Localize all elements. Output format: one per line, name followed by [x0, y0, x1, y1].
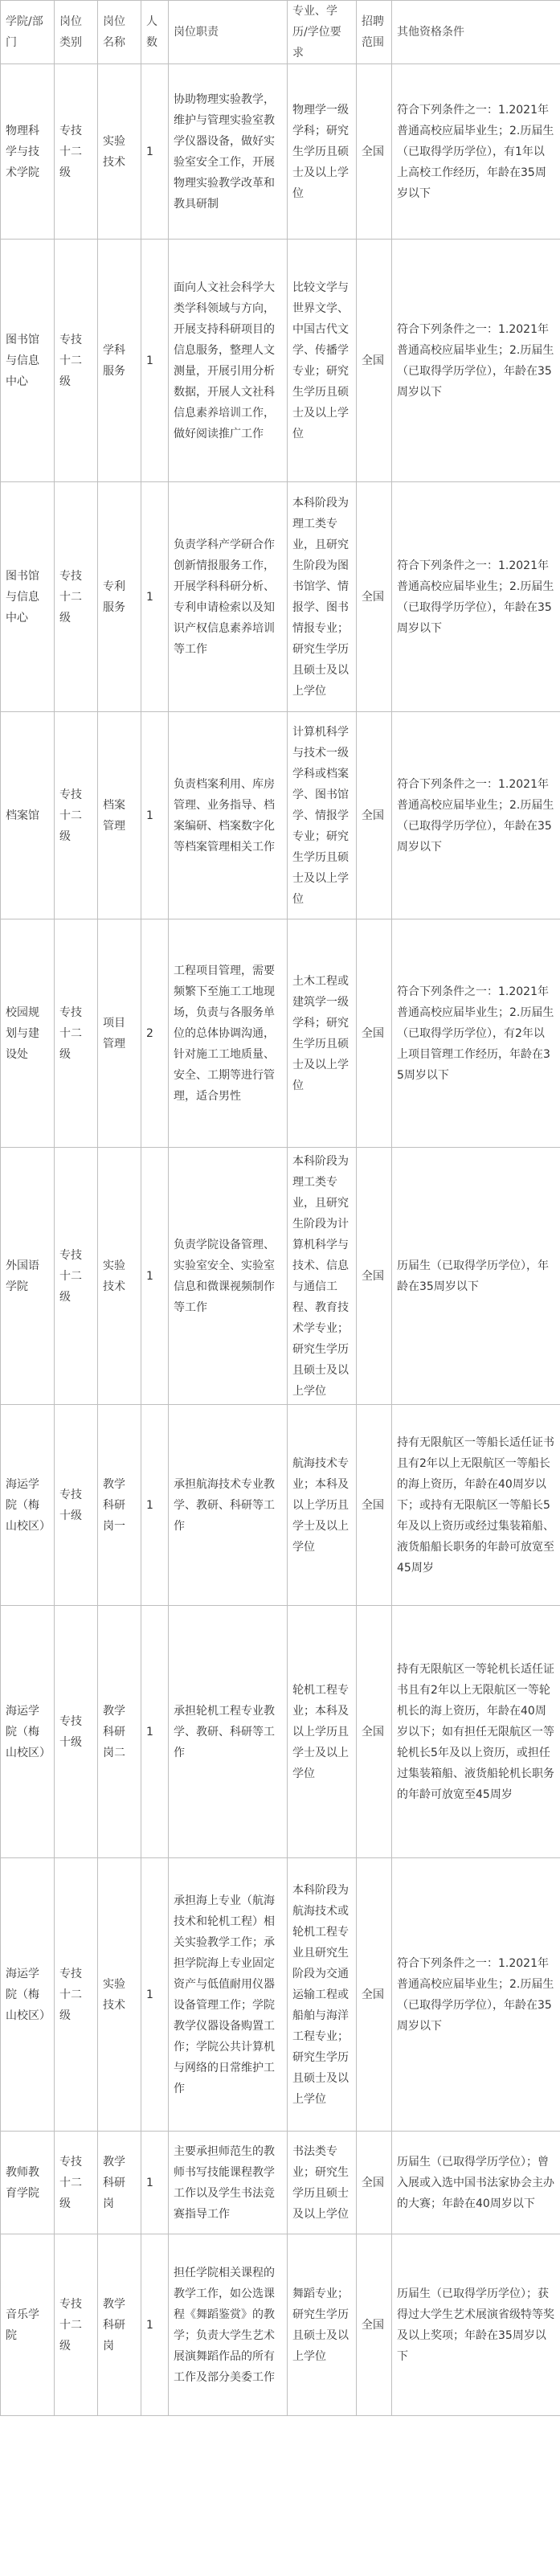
table-row: [1, 712, 560, 919]
cell-dept: 外国语学院: [1, 1148, 55, 1405]
cell-position: 专利服务: [98, 482, 141, 712]
cell-category: 专技十二级: [55, 64, 98, 240]
cell-count: 1: [141, 2132, 169, 2234]
table-row: [1, 482, 560, 712]
cell-position: 实验技术: [98, 1858, 141, 2132]
header-dept: 学院/部门: [1, 1, 55, 64]
cell-position: 教学科研岗一: [98, 1405, 141, 1606]
cell-other: 历届生（已取得学历学位）；曾入展或入选中国书法家协会主办的大赛；年龄在40周岁以下: [392, 2132, 560, 2234]
cell-duties: 协助物理实验教学，维护与管理实验室教学仪器设备，做好实验室安全工作，开展物理实验教学改革和教具研制: [169, 64, 288, 240]
table-row: [1, 64, 560, 240]
cell-other: 符合下列条件之一：1.2021年普通高校应届毕业生；2.历届生（已取得学历学位），有2年以上项目管理工作经历，年龄在35周岁以下: [392, 919, 560, 1148]
cell-other: 持有无限航区一等轮机长适任证书且有2年以上无限航区一等轮机长的海上资历，年龄在40周岁以下；如有担任无限航区一等轮机长5年及以上资历，或担任过集装箱船、液货船轮机长职务的年龄可放宽至45周岁: [392, 1606, 560, 1858]
cell-scope: 全国: [357, 2234, 392, 2416]
cell-other: 符合下列条件之一：1.2021年普通高校应届毕业生；2.历届生（已取得学历学位），年龄在35周岁以下: [392, 240, 560, 482]
cell-other: 符合下列条件之一：1.2021年普通高校应届毕业生；2.历届生（已取得学历学位），有1年以上高校工作经历，年龄在35周岁以下: [392, 64, 560, 240]
cell-count: 1: [141, 1148, 169, 1405]
cell-count: 2: [141, 919, 169, 1148]
table-row: [1, 1405, 560, 1606]
table-row: [1, 919, 560, 1148]
cell-count: 1: [141, 2234, 169, 2416]
cell-dept: 海运学院（梅山校区）: [1, 1606, 55, 1858]
cell-scope: 全国: [357, 1405, 392, 1606]
table-row: [1, 240, 560, 482]
cell-position: 实验技术: [98, 1148, 141, 1405]
cell-duties: 承担轮机工程专业教学、教研、科研等工作: [169, 1606, 288, 1858]
header-count: 人数: [141, 1, 169, 64]
cell-major: 舞蹈专业；研究生学历且硕士及以上学位: [288, 2234, 357, 2416]
cell-other: 历届生（已取得学历学位），年龄在35周岁以下: [392, 1148, 560, 1405]
cell-duties: 负责学院设备管理、实验室安全、实验室信息和微课视频制作等工作: [169, 1148, 288, 1405]
cell-major: 本科阶段为理工类专业，且研究生阶段为图书馆学、情报学、图书情报专业；研究生学历且硕士及以上学位: [288, 482, 357, 712]
header-duties: 岗位职责: [169, 1, 288, 64]
cell-category: 专技十二级: [55, 1858, 98, 2132]
header-position: 岗位名称: [98, 1, 141, 64]
table-row: [1, 1148, 560, 1405]
cell-scope: 全国: [357, 1606, 392, 1858]
cell-dept: 物理科学与技术学院: [1, 64, 55, 240]
cell-scope: 全国: [357, 64, 392, 240]
table-row: [1, 2132, 560, 2234]
cell-major: 本科阶段为航海技术或轮机工程专业且研究生阶段为交通运输工程或船舶与海洋工程专业；研究生学历且硕士及以上学位: [288, 1858, 357, 2132]
cell-major: 土木工程或建筑学一级学科；研究生学历且硕士及以上学位: [288, 919, 357, 1148]
cell-position: 实验技术: [98, 64, 141, 240]
cell-position: 教学科研岗二: [98, 1606, 141, 1858]
header-major: 专业、学历/学位要求: [288, 1, 357, 64]
header-category: 岗位类别: [55, 1, 98, 64]
cell-dept: 校园规划与建设处: [1, 919, 55, 1148]
cell-count: 1: [141, 1606, 169, 1858]
header-scope: 招聘范围: [357, 1, 392, 64]
cell-scope: 全国: [357, 2132, 392, 2234]
cell-category: 专技十二级: [55, 1148, 98, 1405]
cell-category: 专技十二级: [55, 2132, 98, 2234]
cell-count: 1: [141, 1858, 169, 2132]
cell-duties: 工程项目管理，需要频繁下至施工工地现场，负责与各服务单位的总体协调沟通，针对施工工地质量、安全、工期等进行管理，适合男性: [169, 919, 288, 1148]
cell-duties: 面向人文社会科学大类学科领域与方向，开展支持科研项目的信息服务，整理人文测量，开展引用分析数据，开展人文社科信息素养培训工作，做好阅读推广工作: [169, 240, 288, 482]
cell-category: 专技十级: [55, 1405, 98, 1606]
cell-count: 1: [141, 64, 169, 240]
cell-other: 持有无限航区一等船长适任证书且有2年以上无限航区一等船长的海上资历，年龄在40周岁以下；或持有无限航区一等船长5年及以上资历或经过集装箱船、液货船船长职务的年龄可放宽至45周岁: [392, 1405, 560, 1606]
cell-duties: 担任学院相关课程的教学工作，如公选课程《舞蹈鉴赏》的教学；负责大学生艺术展演舞蹈作品的所有工作及部分美委工作: [169, 2234, 288, 2416]
cell-major: 比较文学与世界文学、中国古代文学、传播学专业；研究生学历且硕士及以上学位: [288, 240, 357, 482]
cell-duties: 主要承担师范生的教师书写技能课程教学工作以及学生书法竞赛指导工作: [169, 2132, 288, 2234]
cell-count: 1: [141, 1405, 169, 1606]
cell-dept: 海运学院（梅山校区）: [1, 1858, 55, 2132]
cell-dept: 海运学院（梅山校区）: [1, 1405, 55, 1606]
cell-duties: 负责学科产学研合作创新情报服务工作，开展学科科研分析、专利申请检索以及知识产权信息素养培训等工作: [169, 482, 288, 712]
cell-major: 本科阶段为理工类专业，且研究生阶段为计算机科学与技术、信息与通信工程、教育技术学专业；研究生学历且硕士及以上学位: [288, 1148, 357, 1405]
cell-category: 专技十二级: [55, 2234, 98, 2416]
cell-major: 计算机科学与技术一级学科或档案学、图书馆学、情报学专业；研究生学历且硕士及以上学位: [288, 712, 357, 919]
cell-category: 专技十级: [55, 1606, 98, 1858]
cell-duties: 负责档案利用、库房管理、业务指导、档案编研、档案数字化等档案管理相关工作: [169, 712, 288, 919]
cell-dept: 音乐学院: [1, 2234, 55, 2416]
cell-major: 物理学一级学科；研究生学历且硕士及以上学位: [288, 64, 357, 240]
cell-dept: 图书馆与信息中心: [1, 482, 55, 712]
cell-major: 书法类专业；研究生学历且硕士及以上学位: [288, 2132, 357, 2234]
cell-category: 专技十二级: [55, 919, 98, 1148]
cell-dept: 教师教育学院: [1, 2132, 55, 2234]
cell-category: 专技十二级: [55, 482, 98, 712]
cell-other: 历届生（已取得学历学位）；获得过大学生艺术展演省级特等奖及以上奖项；年龄在35周岁以下: [392, 2234, 560, 2416]
cell-scope: 全国: [357, 240, 392, 482]
cell-scope: 全国: [357, 1858, 392, 2132]
cell-category: 专技十二级: [55, 712, 98, 919]
cell-scope: 全国: [357, 1148, 392, 1405]
cell-other: 符合下列条件之一：1.2021年普通高校应届毕业生；2.历届生（已取得学历学位），年龄在35周岁以下: [392, 712, 560, 919]
cell-count: 1: [141, 482, 169, 712]
table-row: [1, 2234, 560, 2416]
cell-position: 教学科研岗: [98, 2234, 141, 2416]
cell-other: 符合下列条件之一：1.2021年普通高校应届毕业生；2.历届生（已取得学历学位），年龄在35周岁以下: [392, 482, 560, 712]
cell-duties: 承担海上专业（航海技术和轮机工程）相关实验教学工作；承担学院海上专业固定资产与低值耐用仪器设备管理工作；学院教学仪器设备购置工作；学院公共计算机与网络的日常维护工作: [169, 1858, 288, 2132]
header-other: 其他资格条件: [392, 1, 560, 64]
table-row: [1, 1858, 560, 2132]
cell-scope: 全国: [357, 482, 392, 712]
cell-position: 教学科研岗: [98, 2132, 141, 2234]
table-row: [1, 1606, 560, 1858]
cell-position: 学科服务: [98, 240, 141, 482]
cell-count: 1: [141, 240, 169, 482]
cell-dept: 档案馆: [1, 712, 55, 919]
cell-scope: 全国: [357, 712, 392, 919]
cell-duties: 承担航海技术专业教学、教研、科研等工作: [169, 1405, 288, 1606]
cell-position: 项目管理: [98, 919, 141, 1148]
cell-position: 档案管理: [98, 712, 141, 919]
cell-other: 符合下列条件之一：1.2021年普通高校应届毕业生；2.历届生（已取得学历学位），年龄在35周岁以下: [392, 1858, 560, 2132]
cell-major: 轮机工程专业；本科及以上学历且学士及以上学位: [288, 1606, 357, 1858]
table-header-row: [1, 1, 560, 64]
cell-scope: 全国: [357, 919, 392, 1148]
cell-count: 1: [141, 712, 169, 919]
cell-category: 专技十二级: [55, 240, 98, 482]
cell-dept: 图书馆与信息中心: [1, 240, 55, 482]
cell-major: 航海技术专业；本科及以上学历且学士及以上学位: [288, 1405, 357, 1606]
